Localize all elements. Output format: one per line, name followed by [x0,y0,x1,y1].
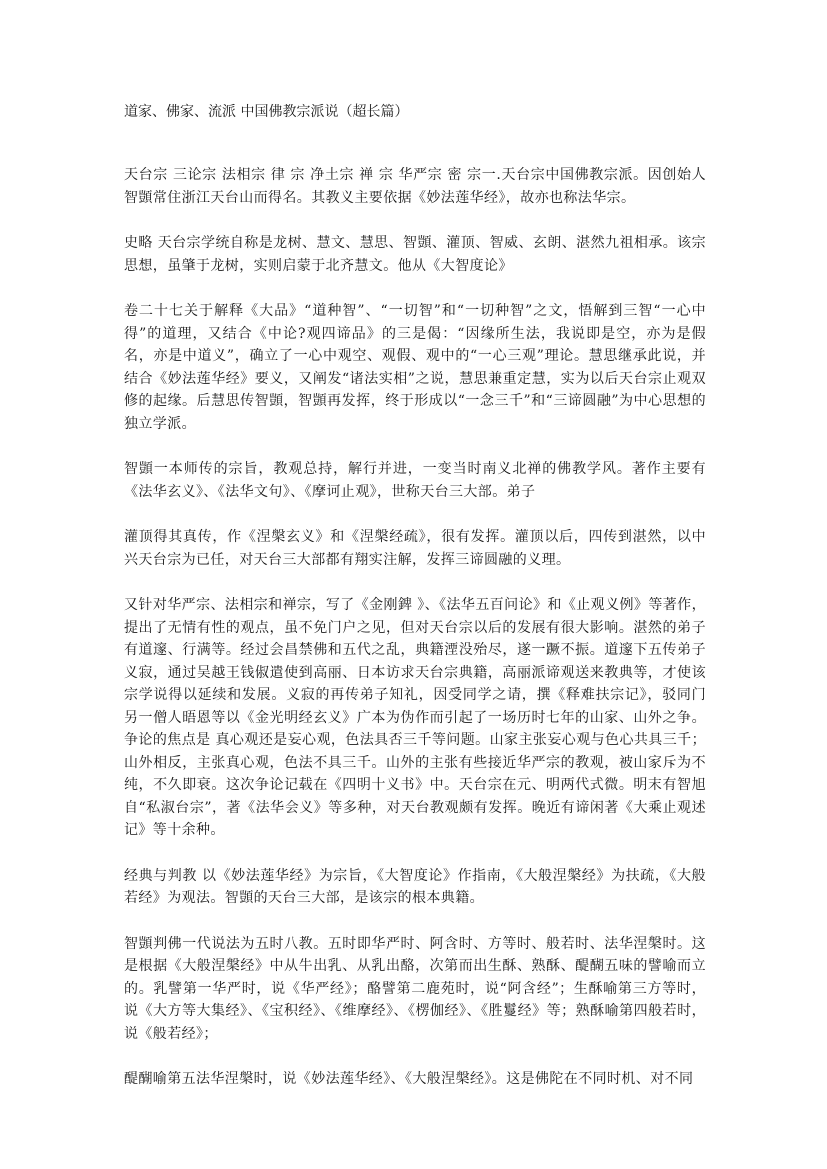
paragraph-schools-intro: 天台宗 三论宗 法相宗 律 宗 净土宗 禅 宗 华严宗 密 宗一.天台宗中国佛教宗派。因创始人智顗常住浙江天台山而得名。其教义主要依据《妙法莲华经》，故亦也称法华宗。 [124,167,706,206]
paragraph-zhanran: 又针对华严宗、法相宗和禅宗，写了《金刚錍 》、《法华五百问论》和《止观义例》等著作，提出了无情有性的观点，虽不免门户之见，但对天台宗以后的发展有很大影响。湛然的弟子有道邃、行满等。经过会昌禁佛和五代之乱，典籍湮没殆尽，遂一蹶不振。道邃下五传弟子义寂，通过吴越王钱俶遣使到高丽、日本访求天台宗典籍，高丽派谛观送来教典等，才使该宗学说得以延续和发展。义寂的再传弟子知礼，因受同学之请，撰《释难扶宗记》，驳同门另一僧人晤恩等以《金光明经玄义》广本为伪作而引起了一场历时七年的山家、山外之争。争论的焦点是 真心观还是妄心观，色法具否三千等问题。山家主张妄心观与色心共具三千；山外相反，主张真心观，色法不具三千。山外的主张有些接近华严宗的教观，被山家斥为不纯，不久即衰。这次争论记载在《四明十义书》中。天台宗在元、明两代式微。明末有智旭自“私淑台宗”，著《法华会义》等多种，对天台教观颇有发挥。晚近有谛闲著《大乘止观述记》等十余种。 [124,597,706,838]
document-title: 道家、佛家、流派 中国佛教宗派说（超长篇） [124,104,409,120]
paragraph-three-wisdoms: 卷二十七关于解释《大品》“道种智”、“一切智”和“一切种智”之文，悟解到三智“一心中得”的道理，又结合《中论?观四谛品》的三是偈：“因缘所生法，我说即是空，亦为是假名，亦是中道义”，确立了一心中观空、观假、观中的“一心三观”理论。慧思继承此说，并结合《妙法莲华经》要义，又阐发“诸法实相”之说，慧思兼重定慧，实为以后天台宗止观双修的起缘。后慧思传智顗，智顗再发挥，终于形成以“一念三千”和“三谛圆融”为中心思想的独立学派。 [124,303,706,432]
paragraph-history: 史略 天台宗学统自称是龙树、慧文、慧思、智顗、灌顶、智威、玄朗、湛然九祖相承。该宗思想，虽肇于龙树，实则启蒙于北齐慧文。他从《大智度论》 [124,235,706,274]
paragraph-fifth-period: 醍醐喻第五法华涅槃时，说《妙法莲华经》、《大般涅槃经》。这是佛陀在不同时机、对不同 [124,1071,694,1087]
paragraph-five-periods: 智顗判佛一代说法为五时八教。五时即华严时、阿含时、方等时、般若时、法华涅槃时。这是根据《大般涅槃经》中从牛出乳、从乳出酪，次第而出生酥、熟酥、醍醐五味的譬喻而立的。乳譬第一华严时，说《华严经》；酪譬第二鹿苑时，说“阿含经”；生酥喻第三方等时，说《大方等大集经》、《宝积经》、《维摩经》、《楞伽经》、《胜鬘经》等；熟酥喻第四般若时，说《般若经》； [124,935,706,1042]
paragraph-zhiyi: 智顗一本师传的宗旨，教观总持，解行并进，一变当时南义北禅的佛教学风。著作主要有《法华玄义》、《法华文句》、《摩诃止观》，世称天台三大部。弟子 [124,461,706,500]
document-page [124,100,706,1091]
paragraph-classics: 经典与判教 以《妙法莲华经》为宗旨，《大智度论》作指南，《大般涅槃经》为扶疏，《大般若经》为观法。智顗的天台三大部，是该宗的根本典籍。 [124,867,706,906]
paragraph-guanding: 灌顶得其真传，作《涅槃玄义》和《涅槃经疏》，很有发挥。灌顶以后，四传到湛然，以中兴天台宗为已任，对天台三大部都有翔实注解，发挥三谛圆融的义理。 [124,529,706,568]
